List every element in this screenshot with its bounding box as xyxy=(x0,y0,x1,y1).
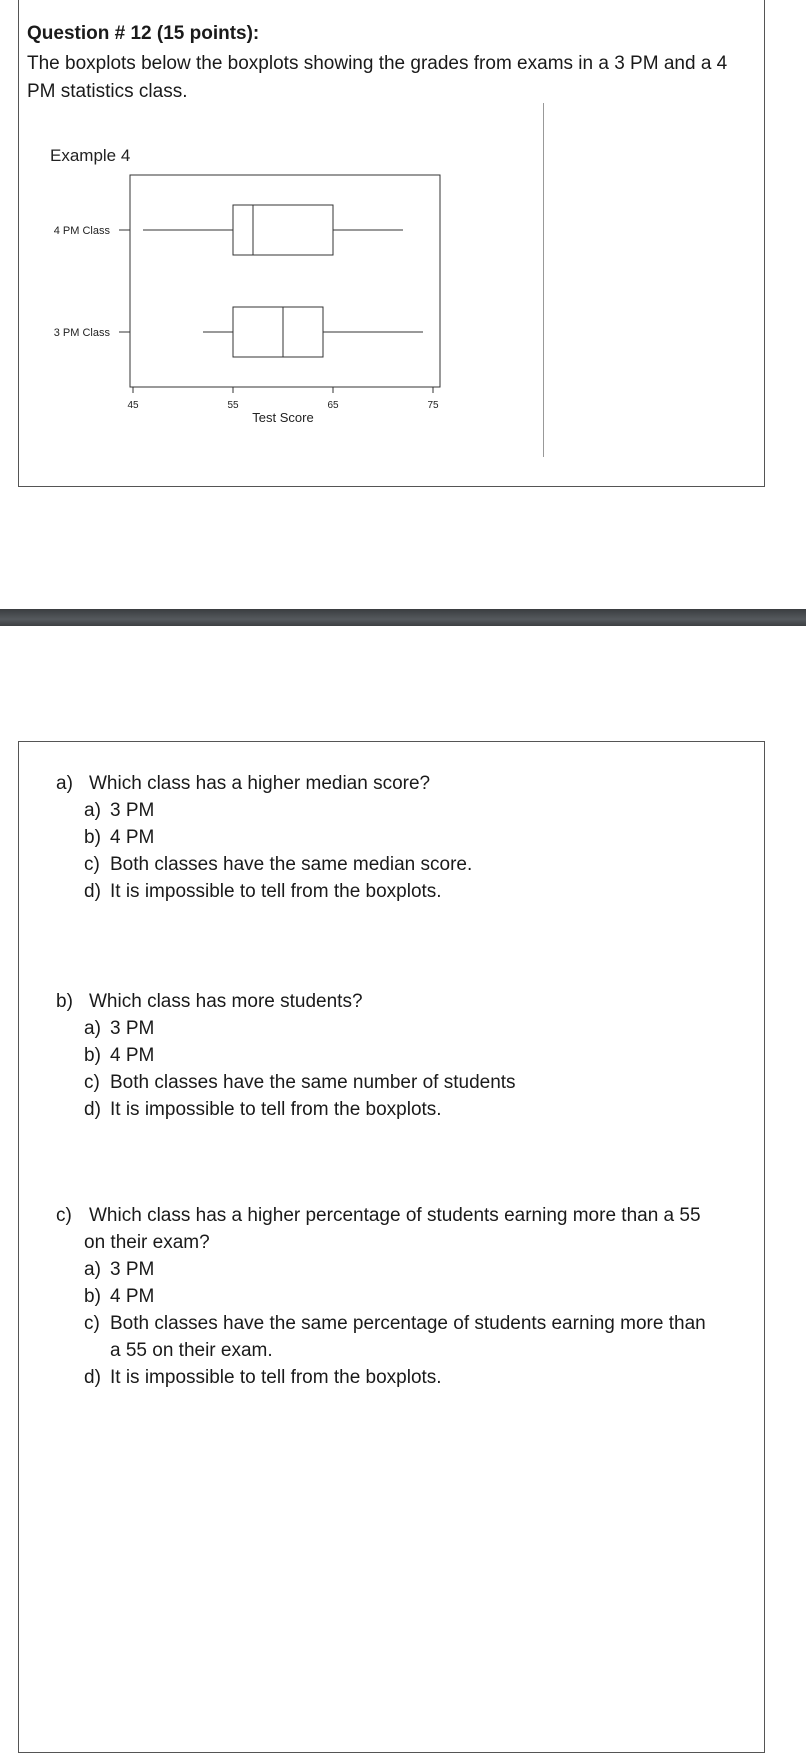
question-prompt: Which class has a higher median score? xyxy=(89,773,431,794)
option-text: It is impossible to tell from the boxplots. xyxy=(110,1367,442,1388)
option-text: 3 PM xyxy=(110,1259,155,1280)
answer-option[interactable] xyxy=(84,1069,516,1096)
question-text: on their exam? xyxy=(84,1232,210,1253)
question-title: Question # 12 (15 points): xyxy=(27,23,260,44)
x-tick-label: 65 xyxy=(327,400,339,411)
option-text: Both classes have the same median score. xyxy=(110,854,473,875)
option-letter: b) xyxy=(84,827,101,848)
x-tick-label: 45 xyxy=(127,400,139,411)
option-text: It is impossible to tell from the boxplots. xyxy=(110,1099,442,1120)
option-letter: d) xyxy=(84,1367,101,1388)
category-label: 3 PM Class xyxy=(53,327,110,339)
answer-option[interactable] xyxy=(84,1256,154,1283)
question-label: c) xyxy=(56,1205,72,1226)
boxplot-chart xyxy=(0,0,806,480)
option-text: 4 PM xyxy=(110,827,155,848)
option-letter: c) xyxy=(84,1072,100,1093)
question-text xyxy=(56,770,430,797)
box-iqr xyxy=(233,307,323,357)
answer-option[interactable] xyxy=(84,878,442,905)
option-letter: b) xyxy=(84,1045,101,1066)
answer-option[interactable] xyxy=(84,1096,442,1123)
x-tick-label: 55 xyxy=(227,400,239,411)
option-letter: b) xyxy=(84,1286,101,1307)
option-text: 4 PM xyxy=(110,1286,155,1307)
option-letter: d) xyxy=(84,1099,101,1120)
option-letter: c) xyxy=(84,1313,100,1334)
option-text: Both classes have the same number of students xyxy=(110,1072,516,1093)
answer-option[interactable] xyxy=(84,797,154,824)
box-iqr xyxy=(233,205,333,255)
option-text-continued: a 55 on their exam. xyxy=(110,1340,273,1361)
answer-option[interactable] xyxy=(84,1364,442,1391)
option-letter: d) xyxy=(84,881,101,902)
answer-option[interactable] xyxy=(84,824,154,851)
answer-option[interactable] xyxy=(84,1310,706,1337)
question-text xyxy=(56,1202,701,1229)
category-label: 4 PM Class xyxy=(53,225,110,237)
option-text: It is impossible to tell from the boxplots. xyxy=(110,881,442,902)
question-text xyxy=(56,988,363,1015)
question-label: a) xyxy=(56,773,73,794)
x-axis-label: Test Score xyxy=(252,410,314,425)
answer-option[interactable] xyxy=(84,1042,154,1069)
chart-title: Example 4 xyxy=(50,146,131,165)
answer-option[interactable] xyxy=(84,1015,154,1042)
question-description: The boxplots below the boxplots showing the grades from exams in a 3 PM and a 4 PM statistics class. xyxy=(27,53,728,102)
answer-option[interactable] xyxy=(84,851,472,878)
option-text: Both classes have the same percentage of students earning more than xyxy=(110,1313,706,1334)
option-text: 3 PM xyxy=(110,800,155,821)
option-text: 4 PM xyxy=(110,1045,155,1066)
question-label: b) xyxy=(56,991,73,1012)
question-prompt: Which class has more students? xyxy=(89,991,363,1012)
option-letter: a) xyxy=(84,1018,101,1039)
option-letter: a) xyxy=(84,800,101,821)
x-tick-label: 75 xyxy=(427,400,439,411)
section-divider-bar xyxy=(0,609,806,626)
option-text: 3 PM xyxy=(110,1018,155,1039)
option-letter: a) xyxy=(84,1259,101,1280)
answer-option[interactable] xyxy=(84,1283,154,1310)
option-letter: c) xyxy=(84,854,100,875)
question-prompt: Which class has a higher percentage of students earning more than a 55 xyxy=(89,1205,701,1226)
